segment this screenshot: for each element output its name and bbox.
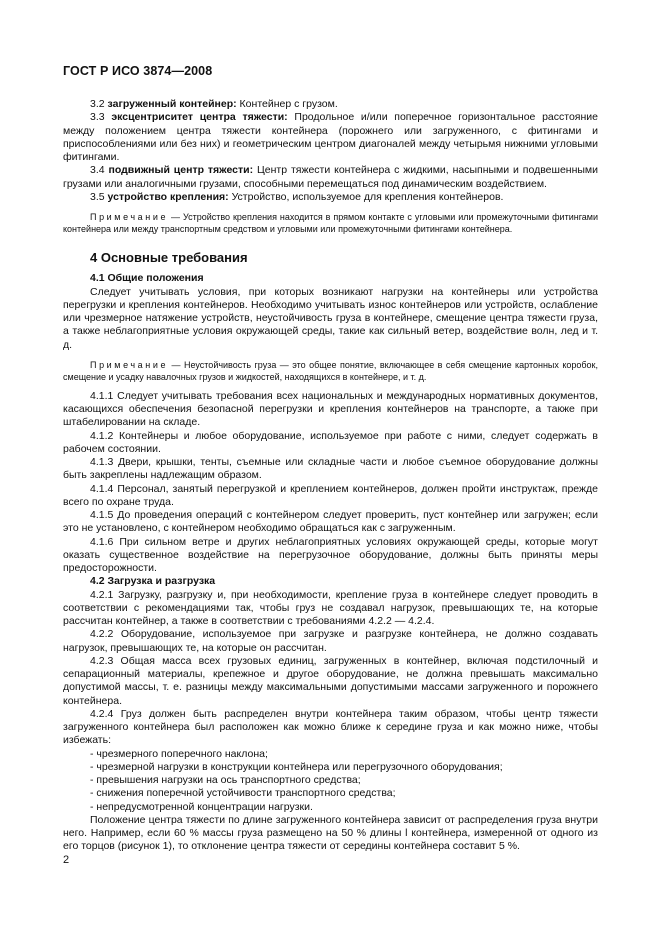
def-term: эксцентриситет центра тяжести: [111, 111, 288, 124]
subsection-4-1-title: 4.1 Общие положения [90, 272, 204, 285]
paragraph-4-1-1: 4.1.1 Следует учитывать требования всех национальных и международных нормативных документов, касающихся обеспечения безопасной перегрузки и крепления контейнеров на транспорте, а также при штабелировании на складе. [63, 389, 598, 429]
note-cargo-instability [63, 359, 598, 383]
def-text: Центр тяжести контейнера с жидкими, насыпными и подвешенными грузами или аналогичными грузами, способными перемещаться под динамическим воздействием. [63, 164, 599, 190]
note-text: — Неустойчивость груза — это общее понятие, включающее в себя смещение картонных коробок, смещение и усадку навалочных грузов и жидкостей, находящихся в контейнере, и т. д. [63, 359, 598, 382]
def-term: загруженный контейнер: [107, 98, 237, 110]
list-item: - превышения нагрузки на ось транспортного средства; [90, 774, 361, 786]
def-number: 3.2 [90, 98, 105, 110]
definition-3-2 [63, 98, 598, 111]
note-label: Примечание [90, 359, 169, 370]
paragraph-center-of-gravity: Положение центра тяжести по длине загруженного контейнера зависит от распределения груза внутри него. Например, если 60 % массы груза размещено на 50 % длины l контейнера, измеренной от одного из его торцов (рисунок 1), то отклонение центра тяжести от середины контейнера составит 5 %. [63, 813, 598, 853]
paragraph-4-2-1: 4.2.1 Загрузку, разгрузку и, при необходимости, крепление груза в контейнере следует проводить в соответствии с рекомендациями так, чтобы груз не создавал нагрузок, превышающих те, на которые рассчитан контейнер, а также в соответствии с требованиями 4.2.2 — 4.2.4. [63, 588, 598, 627]
list-item: - непредусмотренной концентрации нагрузки. [90, 800, 313, 813]
list-item: - снижения поперечной устойчивости транспортного средства; [90, 787, 396, 800]
paragraph-4-2-4: 4.2.4 Груз должен быть распределен внутри контейнера таким образом, чтобы центр тяжести загруженного контейнера был расположен как можно ближе к середине груза и как можно ниже, чтобы избежать: [63, 707, 598, 747]
definition-3-4 [63, 164, 598, 191]
definition-3-3 [63, 111, 598, 164]
document-body [63, 98, 598, 854]
def-number: 3.3 [90, 111, 105, 124]
paragraph-4-2-2: 4.2.2 Оборудование, используемое при загрузке и разгрузке контейнера, не должно создавать нагрузок, превышающих те, на которые он рассчитан. [63, 628, 598, 654]
paragraph-4-1-6: 4.1.6 При сильном ветре и других неблагоприятных условиях окружающей среды, которые могут оказать существенное воздействие на перегрузочное оборудование, должны быть приняты меры предосторожности. [63, 535, 598, 574]
paragraph-4-1-intro: Следует учитывать условия, при которых возникают нагрузки на контейнеры или устройства перегрузки и крепления контейнеров. Необходимо учитывать износ контейнеров или устройств, ослабление или чрезмерное натяжение устройств, неустойчивость груза в контейнере, смещение центра тяжести груза, а также неблагоприятные условия окружающей среды, такие как сильный ветер, воздействие волн, лед и т. д. [63, 285, 598, 351]
def-number: 3.4 [90, 164, 105, 177]
def-text: Устройство, используемое для крепления контейнеров. [228, 190, 504, 203]
paragraph-4-2-3: 4.2.3 Общая масса всех грузовых единиц, загруженных в контейнер, включая подстилочный и сепарационный материалы, крепежное и другое оборудование, не должна превышать максимально допустимой массы, т. е. разницы между максимальными допустимыми массами загруженного и порожнего контейнера. [63, 654, 598, 707]
definition-3-5 [63, 191, 598, 204]
page-number: 2 [63, 854, 70, 866]
list-item: - чрезмерного поперечного наклона; [90, 747, 268, 760]
paragraph-4-1-4: 4.1.4 Персонал, занятый перегрузкой и креплением контейнеров, должен пройти инструктаж, прежде всего по охране труда. [63, 482, 598, 508]
def-term: подвижный центр тяжести: [108, 164, 254, 177]
list-item: - чрезмерной нагрузки в конструкции контейнера или перегрузочного оборудования; [90, 760, 503, 773]
def-term: устройство крепления: [107, 190, 229, 203]
def-number: 3.5 [90, 190, 105, 203]
paragraph-4-1-2: 4.1.2 Контейнеры и любое оборудование, используемое при работе с ними, следует содержать в рабочем состоянии. [63, 429, 598, 455]
def-text: Продольное и/или поперечное горизонтальное расстояние между положением центра тяжести контейнера (порожнего или загруженного, с фитингами и приспособлениями или без них) и геометрическим центром диагоналей между четырьмя нижними угловыми фитингами. [63, 111, 598, 163]
paragraph-4-1-3: 4.1.3 Двери, крышки, тенты, съемные или складные части и любое съемное оборудование должны быть закреплены надлежащим образом. [63, 456, 598, 482]
document-header: ГОСТ Р ИСО 3874—2008 [63, 64, 213, 78]
note-text: — Устройство крепления находится в прямом контакте с угловыми или промежуточными фитингами контейнера или между транспортным средством и угловыми или промежуточными фитингами контейнера. [63, 212, 598, 234]
section-4-title: 4 Основные требования [90, 250, 248, 265]
paragraph-4-1-5: 4.1.5 До проведения операций с контейнером следует проверить, пуст контейнер или загружен; если это не установлено, с контейнером необходимо обращаться как с загруженным. [63, 509, 598, 535]
subsection-4-2-title: 4.2 Загрузка и разгрузка [90, 575, 216, 588]
note-securing-device [63, 211, 598, 235]
def-text: Контейнер с грузом. [236, 98, 338, 110]
note-label: Примечание [90, 212, 169, 222]
